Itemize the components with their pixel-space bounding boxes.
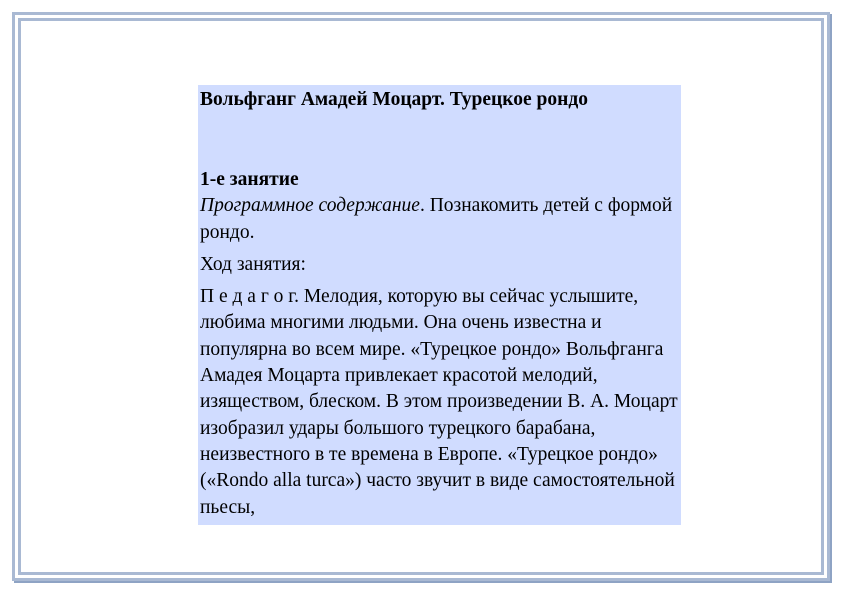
teacher-text: Мелодия, которую вы сейчас услышите, любима многими людьми. Она очень известна и популярна во всем мире. «Турецкое рондо» Вольфганга Амадея Моцарта привлекает красотой мелодий, изяществом, блеском. В этом произведении В. А. Моцарт изобразил удары большого турецкого барабана, неизвестного в те времена в Европе. «Турецкое рондо» («Rondo alla turca») часто звучит в виде самостоятельной пьесы, [200,286,678,518]
document-title: Вольфганг Амадей Моцарт. Турецкое рондо [200,89,588,110]
program-text: . Познакомить детей с формой рондо. [200,195,673,243]
teacher-paragraph [200,284,679,521]
program-label: Программное содержание [200,195,420,217]
teacher-label: П е д а г о г. [200,286,299,308]
program-paragraph [200,193,679,246]
text-box[interactable] [198,85,681,525]
lesson-heading: 1-е занятие [200,169,299,190]
lesson-flow: Ход занятия: [200,253,306,275]
